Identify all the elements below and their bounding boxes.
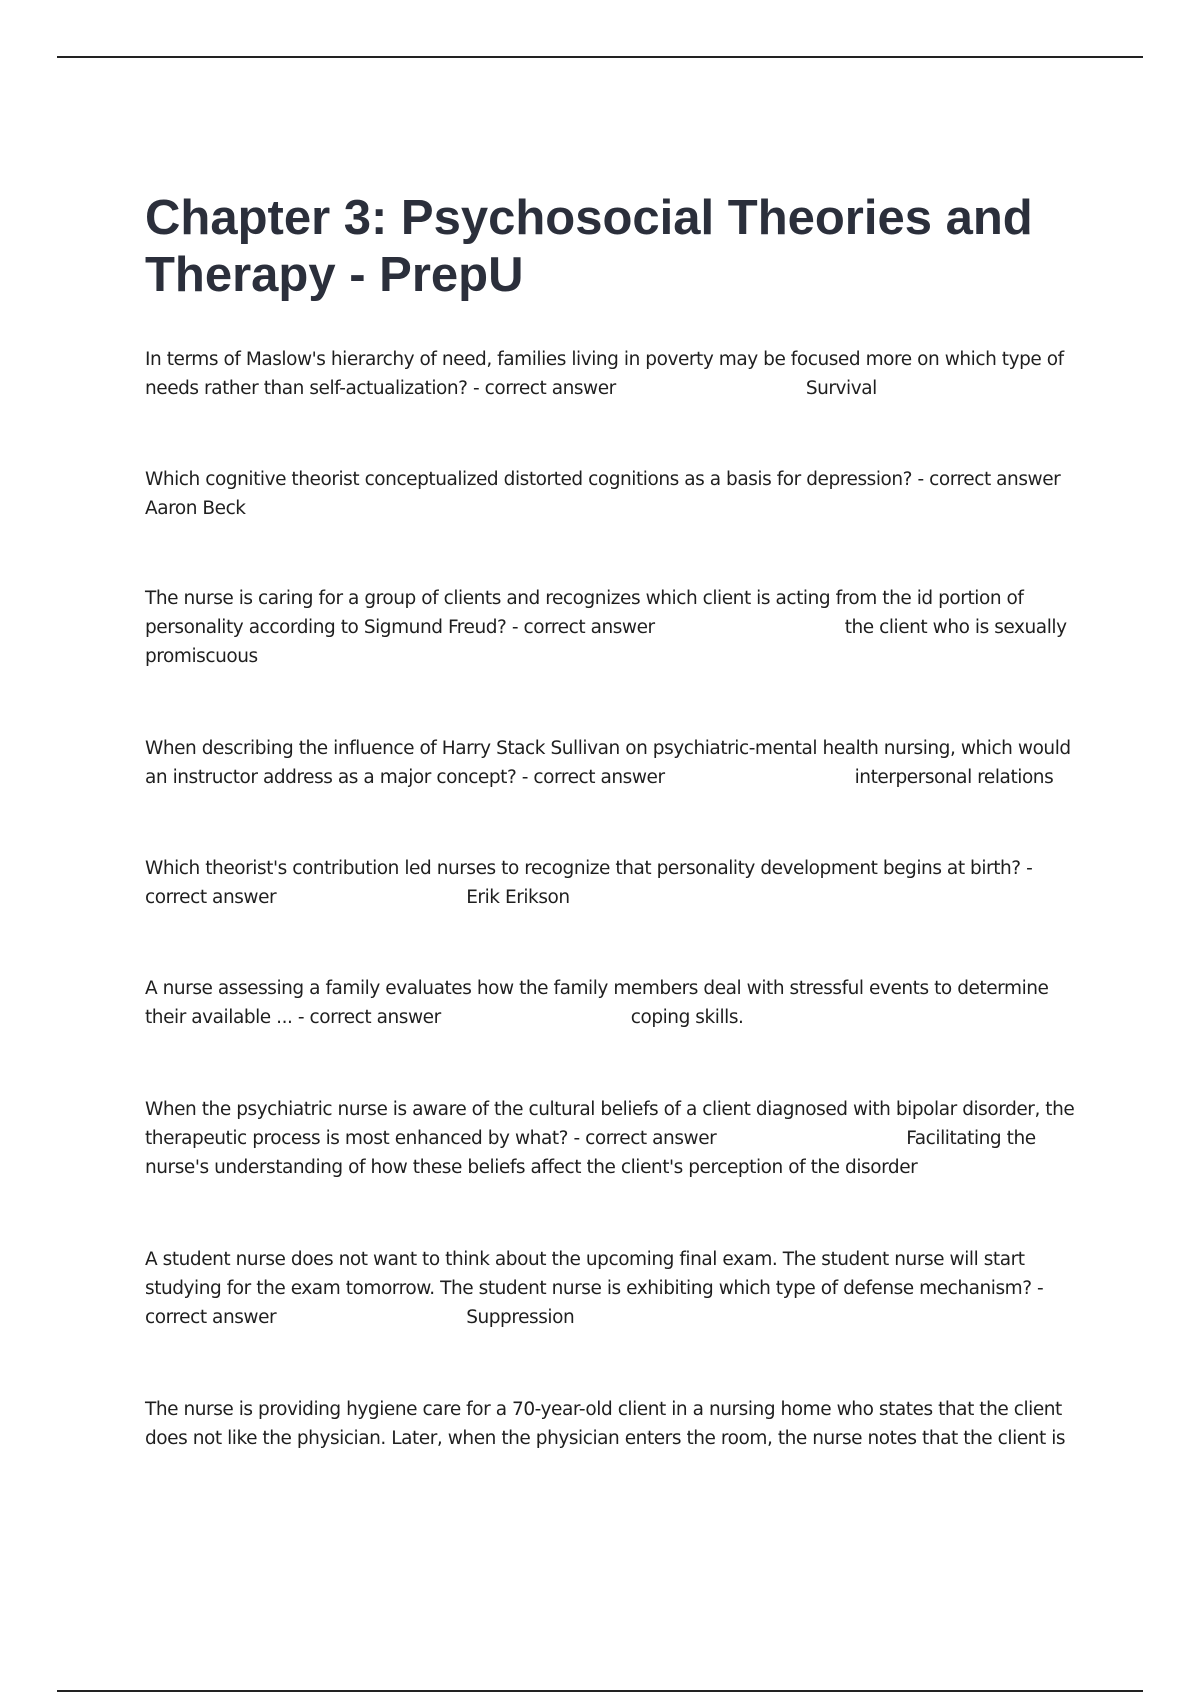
question-text: The nurse is caring for a group of clients and recognizes which client is acting from the id portion of personality according to Sigmund Freud? (145, 588, 1024, 638)
correct-answer-label: - correct answer (516, 767, 665, 788)
question-text: Which theorist's contribution led nurses to recognize that personality development begins at birth? (145, 858, 1021, 879)
answer-text: the client who is sexually promiscuous (145, 617, 1067, 667)
answer-text: Facilitating the nurse's understanding of how these beliefs affect the client's perception of the disorder (145, 1128, 1036, 1178)
question-text: When describing the influence of Harry Stack Sullivan on psychiatric-mental health nursing, which would an instructor address as a major concept? (145, 738, 1071, 788)
correct-answer-label: - correct answer (568, 1128, 717, 1149)
qa-item-4 (145, 734, 1090, 792)
qa-item-6 (145, 974, 1090, 1032)
qa-item-1 (145, 345, 1090, 403)
question-text: A student nurse does not want to think about the upcoming final exam. The student nurse will start studying for the exam tomorrow. The student nurse is exhibiting which type of defense mechanism? (145, 1249, 1032, 1299)
answer-text: Suppression (466, 1307, 575, 1328)
top-divider (57, 56, 1143, 58)
question-text: Which cognitive theorist conceptualized distorted cognitions as a basis for depression? (145, 469, 913, 490)
question-text: When the psychiatric nurse is aware of the cultural beliefs of a client diagnosed with bipolar disorder, the therapeutic process is most enhanced by what? (145, 1099, 1075, 1149)
question-text: A nurse assessing a family evaluates how the family members deal with stressful events to determine their available ... (145, 978, 1049, 1028)
answer-text: Aaron Beck (145, 498, 246, 519)
answer-text: Erik Erikson (466, 887, 570, 908)
bottom-divider (57, 1690, 1143, 1692)
qa-item-3 (145, 584, 1090, 671)
qa-item-2 (145, 465, 1090, 523)
qa-item-7 (145, 1095, 1090, 1182)
answer-text: Survival (805, 378, 877, 399)
correct-answer-label: - correct answer (145, 858, 1033, 908)
qa-item-8 (145, 1245, 1090, 1332)
page-title: Chapter 3: Psychosocial Theories and Therapy - PrepU (145, 191, 1033, 302)
question-text: The nurse is providing hygiene care for a 70-year-old client in a nursing home who states that the client does not like the physician. Later, when the physician enters the room, the nurse notes that the client is (145, 1399, 1066, 1449)
qa-item-5 (145, 854, 1090, 912)
correct-answer-label: - correct answer (145, 1278, 1044, 1328)
answer-text: coping skills. (630, 1007, 744, 1028)
correct-answer-label: - correct answer (506, 617, 655, 638)
correct-answer-label: - correct answer (467, 378, 616, 399)
correct-answer-label: - correct answer (292, 1007, 441, 1028)
question-text: In terms of Maslow's hierarchy of need, families living in poverty may be focused more on which type of needs rather than self-actualization? (145, 349, 1064, 399)
correct-answer-label: - correct answer (912, 469, 1061, 490)
answer-text: interpersonal relations (854, 767, 1054, 788)
qa-item-9 (145, 1395, 1090, 1453)
